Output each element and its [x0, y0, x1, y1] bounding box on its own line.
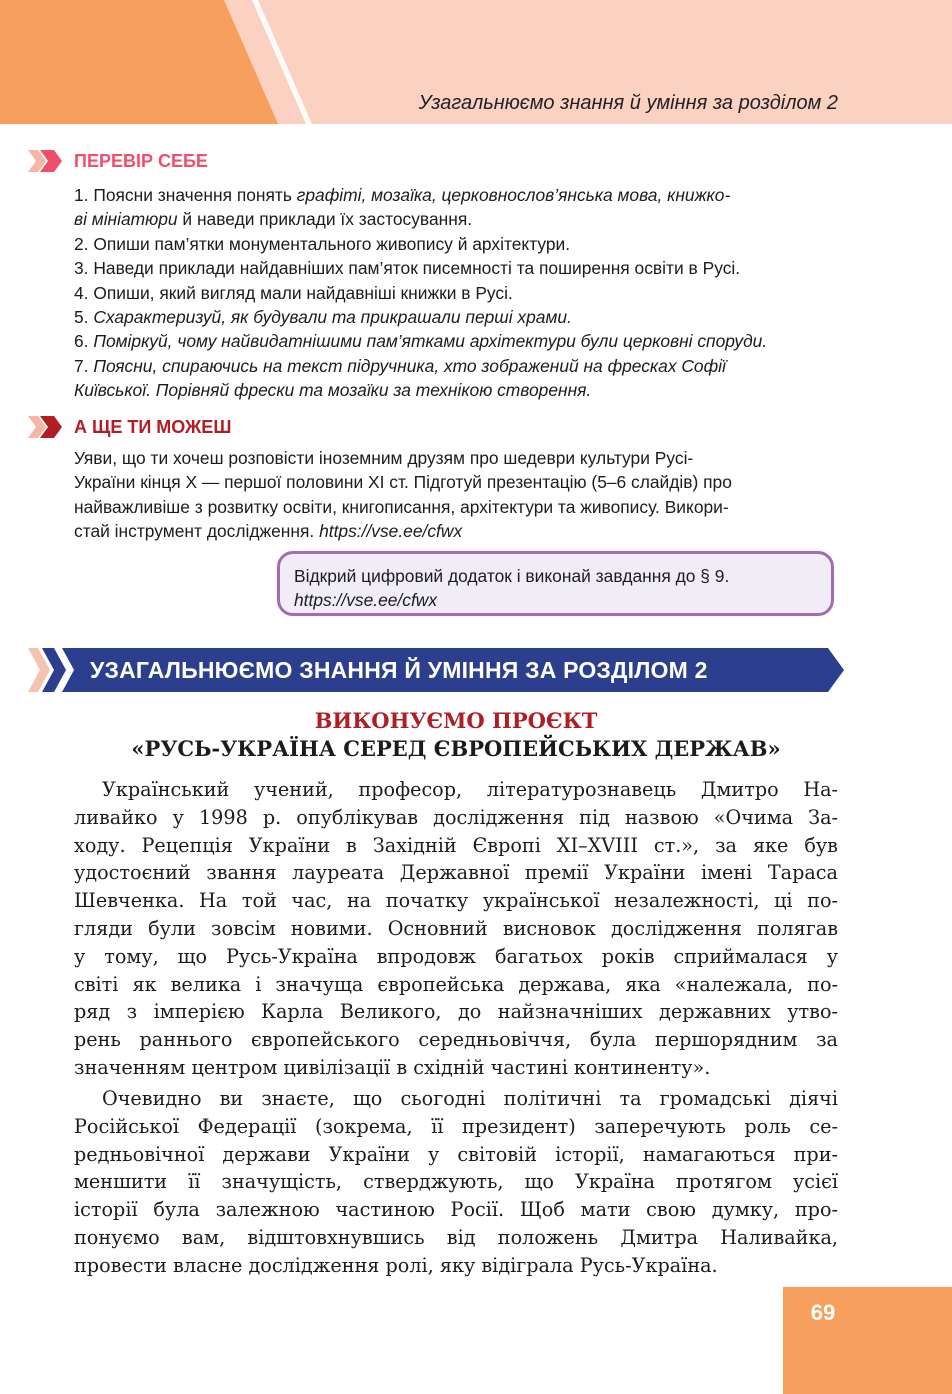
question-line: ві мініатюри й наведи приклади їх застосування.	[74, 209, 473, 230]
running-header-title: Узагальнюємо знання й уміння за розділом 2	[418, 92, 838, 114]
question-line: Київської. Порівняй фрески та мозаїки за технікою створення.	[74, 380, 592, 401]
section-banner-title: УЗАГАЛЬНЮЄМО ЗНАННЯ Й УМІННЯ ЗА РОЗДІЛОМ 2	[90, 657, 708, 683]
paragraph-line: ряд з імперією Карла Великого, до найзначніших державних утво-	[74, 1000, 838, 1024]
check-yourself-label: ПЕРЕВІР СЕБЕ	[74, 150, 208, 171]
question-line: 2. Опиши пам’ятки монументального живопису й архітектури.	[74, 233, 571, 254]
paragraph-line: значенням центром цивілізації в східній частині континенту».	[74, 1055, 711, 1079]
question-line: 4. Опиши, який вигляд мали найдавніші книжки в Русі.	[74, 282, 513, 303]
chevron-arrows-icon	[28, 150, 68, 172]
you-can-more-label: А ЩЕ ТИ МОЖЕШ	[74, 416, 232, 437]
digital-supplement-link[interactable]: https://vse.ee/cfwx	[294, 590, 438, 610]
paragraph-line: меншити її значущість, стверджують, що Україна протягом усієї	[74, 1170, 838, 1194]
paragraph-line: історії була залежною частиною Росії. Щоб мати свою думку, про-	[74, 1198, 838, 1222]
you-can-more-heading	[28, 416, 231, 438]
paragraph-line: провести власне дослідження ролі, яку відіграла Русь-Україна.	[74, 1253, 718, 1277]
question-line: 6. Поміркуй, чому найвидатнішими пам’ятками архітектури були церковні споруди.	[74, 331, 768, 352]
paragraph-line: у тому, що Русь-Україна впродовж багатьох років сприймалася у	[74, 944, 838, 968]
project-title: «РУСЬ-УКРАЇНА СЕРЕД ЄВРОПЕЙСЬКИХ ДЕРЖАВ»	[131, 736, 781, 761]
digital-supplement-box	[277, 551, 834, 616]
question-line: 5. Схарактеризуй, як будували та прикрашали перші храми.	[74, 306, 572, 327]
question-line: 1. Поясни значення понять графіті, мозаїка, церковнослов’янська мова, книжко-	[74, 185, 731, 205]
text-line: Уяви, що ти хочеш розповісти іноземним друзям про шедеври культури Русі-	[74, 448, 694, 468]
paragraph-line: удостоєний звання лауреата Державної премії України імені Тараса	[74, 861, 838, 885]
paragraph-1	[74, 776, 838, 1082]
paragraph-line: рень раннього європейського середньовіччя, була першорядним за	[74, 1028, 838, 1052]
digital-supplement-text: Відкрий цифровий додаток і виконай завдання до § 9.	[294, 566, 730, 586]
paragraph-line: редньовічної держави України у світовій історії, намагаються при-	[74, 1142, 838, 1166]
paragraph-line: ливайко у 1998 р. опублікував дослідження під назвою «Очима За-	[74, 805, 838, 829]
paragraph-line: гляди були зовсім новими. Основний висновок дослідження полягав	[74, 916, 838, 940]
paragraph-2	[74, 1085, 838, 1280]
chevron-arrows-icon	[28, 416, 68, 438]
paragraph-line: ходу. Рецепція України в Західній Європі XI–XVIII ст.», за яке був	[74, 833, 838, 857]
you-can-more-text	[74, 446, 838, 544]
check-yourself-heading	[28, 150, 208, 172]
check-yourself-questions	[74, 183, 838, 403]
paragraph-line: Російської Федерації (зокрема, її президент) заперечують роль се-	[74, 1114, 838, 1138]
text-line: України кінця X — першої половини XI ст. Підготуй презентацію (5–6 слайдів) про	[74, 472, 732, 493]
question-line: 3. Наведи приклади найдавніших пам’яток писемності та поширення освіти в Русі.	[74, 258, 741, 279]
text-line: найважливіше з розвитку освіти, книгописання, архітектури та живопису. Викори-	[74, 496, 729, 517]
project-heading: ВИКОНУЄМО ПРОЄКТ	[314, 708, 598, 733]
paragraph-line: Український учений, професор, літературознавець Дмитро На-	[102, 778, 838, 801]
question-line: 7. Поясни, спираючись на текст підручника, хто зображений на фресках Софії	[74, 355, 726, 376]
paragraph-line: Шевченка. На той час, на початку української незалежності, ці по-	[74, 889, 838, 913]
research-link[interactable]: https://vse.ee/cfwx	[319, 521, 463, 542]
paragraph-line: світі як велика і значуща європейська держава, яка «належала, по-	[74, 972, 838, 996]
paragraph-line: Очевидно ви знаєте, що сьогодні політичні та громадські діячі	[102, 1087, 838, 1110]
text-line: стай інструмент дослідження. https://vse.ee/cfwx	[74, 521, 463, 542]
paragraph-line: понуємо вам, відштовхнувшись від положень Дмитра Наливайка,	[74, 1225, 838, 1249]
page-number: 69	[810, 1300, 836, 1325]
